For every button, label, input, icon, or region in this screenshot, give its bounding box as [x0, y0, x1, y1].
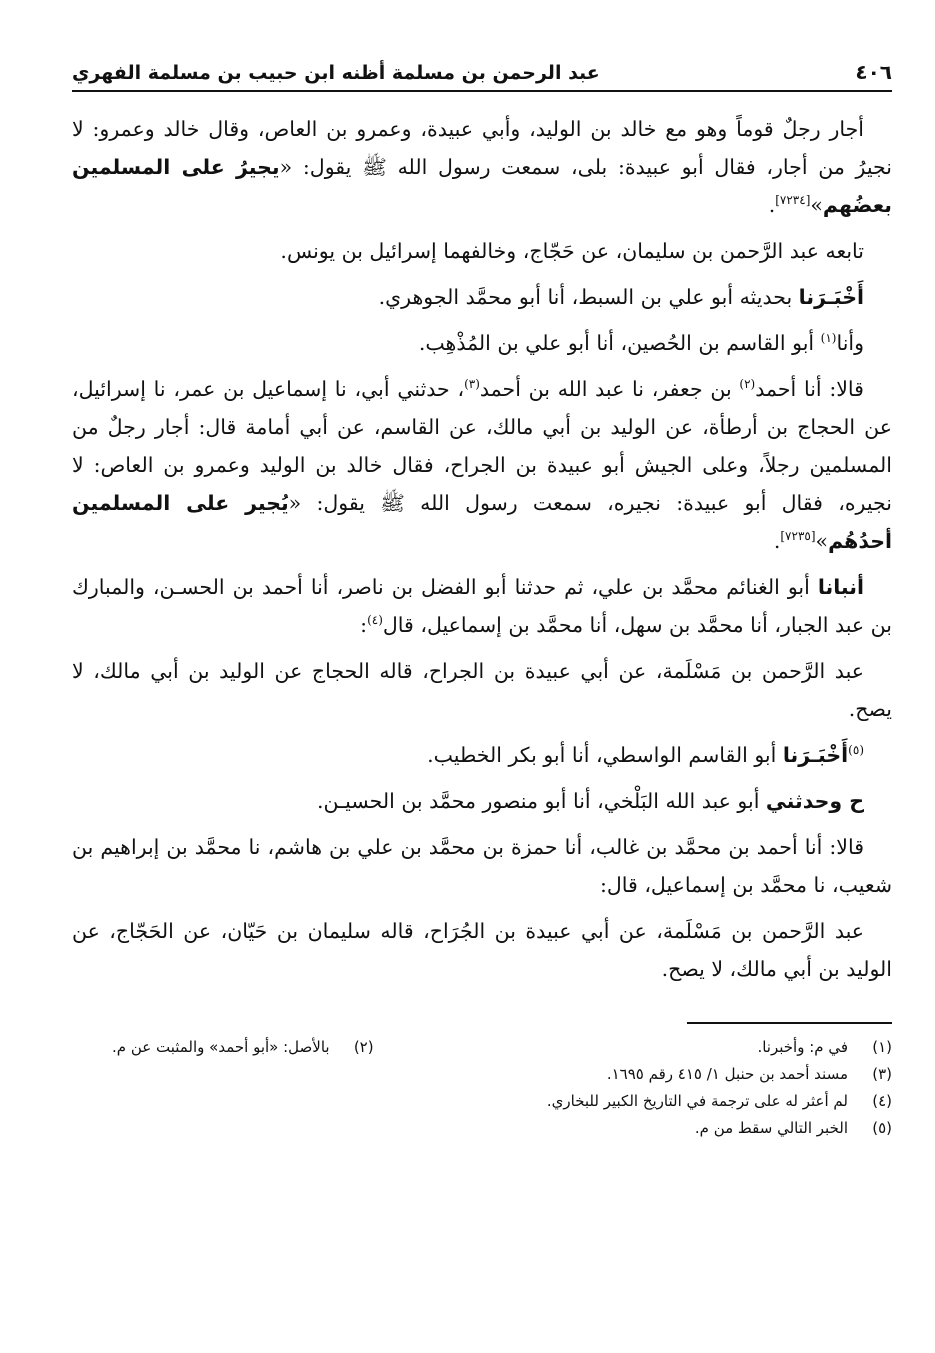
paragraph — [72, 652, 892, 728]
footnote-2 — [112, 1034, 374, 1061]
bold-text-run: أَخْبَـرَنا — [798, 285, 864, 309]
footnote-text: الخبر التالي سقط من م. — [694, 1119, 848, 1137]
bold-text-run: يجيرُ على المسلمين بعضُهم — [72, 155, 892, 217]
footnote-number: (١) — [872, 1038, 892, 1056]
paragraph — [72, 736, 892, 774]
running-title: عبد الرحمن بن مسلمة أظنه ابن حبيب بن مسلمة الفهري — [72, 62, 600, 84]
reference-marker: (٢) — [739, 377, 756, 392]
footnote-pair-row — [112, 1034, 892, 1061]
footnote-text: بالأصل: «أبو أحمد» والمثبت عن م. — [112, 1038, 330, 1056]
footnotes — [72, 1034, 892, 1142]
paragraph — [72, 110, 892, 224]
text-run: . — [768, 193, 776, 217]
footnote-4 — [72, 1088, 892, 1115]
text-run: بن جعفر، نا عبد الله بن أحمد — [479, 377, 740, 401]
footnote-number: (٥) — [872, 1119, 892, 1137]
paragraph — [72, 568, 892, 644]
reference-marker: [٧٢٣٤] — [775, 193, 811, 208]
text-run: وأنا — [836, 331, 864, 355]
footnote-separator — [687, 1022, 892, 1024]
text-run: أبو القاسم بن الحُصين، أنا أبو علي بن المُذْهِب. — [418, 331, 821, 355]
reference-marker: (١) — [820, 331, 837, 346]
footnote-number: (٢) — [353, 1038, 374, 1056]
text-run: أبو القاسم الواسطي، أنا أبو بكر الخطيب. — [427, 743, 783, 767]
paragraph — [72, 912, 892, 988]
reference-marker: (٥) — [848, 743, 864, 758]
paragraph — [72, 324, 892, 362]
footnote-text: مسند أحمد بن حنبل ١/ ٤١٥ رقم ١٦٩٥. — [606, 1065, 848, 1083]
text-run: : — [360, 613, 368, 637]
paragraph — [72, 782, 892, 820]
paragraph — [72, 370, 892, 560]
text-run: أبو عبد الله البَلْخي، أنا أبو منصور محمَّد بن الحسيـن. — [317, 789, 766, 813]
text-run: أجار رجلٌ قوماً وهو مع خالد بن الوليد، وأبي عبيدة، وعمرو بن العاص، وقال خالد وعمرو: لا نجيرُ من أجار، فقال أبو عبيدة: بلى، سمعت رسول الله ﷺ يقول: « — [72, 117, 892, 179]
footnote-3 — [72, 1061, 892, 1088]
text-run: قالا: أنا أحمد — [755, 377, 864, 401]
bold-text-run: يُجير على المسلمين أحدُهُم — [72, 491, 892, 553]
running-header — [72, 60, 892, 92]
book-page — [72, 60, 892, 1142]
reference-marker: [٧٢٣٥] — [780, 529, 816, 544]
text-run: . — [773, 529, 781, 553]
text-run: تابعه عبد الرَّحمن بن سليمان، عن حَجّاج، وخالفهما إسرائيل بن يونس. — [280, 239, 864, 263]
text-run: » — [815, 529, 829, 553]
reference-marker: (٤) — [367, 613, 383, 628]
text-run: قالا: أنا أحمد بن محمَّد بن غالب، أنا حمزة بن محمَّد بن علي بن هاشم، نا محمَّد بن إبراهيم بن شعيب، نا محمَّد بن إسماعيل، قال: — [72, 835, 892, 897]
paragraph — [72, 278, 892, 316]
text-run: » — [810, 193, 823, 217]
page-number: ٤٠٦ — [855, 60, 892, 84]
text-run: عبد الرَّحمن بن مَسْلَمة، عن أبي عبيدة بن الجُرَاح، قاله سليمان بن حَيّان، عن الحَجّاج، عن الوليد بن أبي مالك، لا يصح. — [72, 919, 892, 981]
text-run: عبد الرَّحمن بن مَسْلَمة، عن أبي عبيدة بن الجراح، قاله الحجاج عن الوليد بن أبي مالك، لا يصح. — [72, 659, 892, 721]
footnote-text: لم أعثر له على ترجمة في التاريخ الكبير للبخاري. — [546, 1092, 848, 1110]
paragraph — [72, 232, 892, 270]
footnote-1 — [757, 1034, 892, 1061]
footnote-number: (٣) — [872, 1065, 892, 1083]
main-text — [72, 110, 892, 988]
text-run: بحديثه أبو علي بن السبط، أنا أبو محمَّد الجوهري. — [378, 285, 799, 309]
bold-text-run: ح وحدثني — [765, 789, 864, 813]
text-run: أبو الغنائم محمَّد بن علي، ثم حدثنا أبو الفضل بن ناصر، أنا أحمد بن الحسـن، والمبارك بن عبد الجبار، أنا محمَّد بن سهل، أنا محمَّد بن إسماعيل، قال — [72, 575, 892, 637]
bold-text-run: أنبانا — [817, 575, 864, 599]
text-run: ، حدثني أبي، نا إسماعيل بن عمر، نا إسرائيل، عن الحجاج بن أرطأة، عن الوليد بن أبي مالك، عن القاسم، عن أبي أمامة قال: أجار رجلٌ من المسلمين رجلاً، وعلى الجيش أبو عبيدة بن الجراح، فقال خالد بن الوليد وعمرو بن العاص: لا نجيره، فقال أبو عبيدة: نجيره، سمعت رسول الله ﷺ يقول: « — [72, 377, 892, 515]
footnote-number: (٤) — [872, 1092, 892, 1110]
paragraph — [72, 828, 892, 904]
bold-text-run: أَخْبَـرَنا — [782, 743, 849, 767]
footnote-5 — [72, 1115, 892, 1142]
reference-marker: (٣) — [464, 377, 480, 392]
footnote-text: في م: وأخبرنا. — [757, 1038, 848, 1056]
